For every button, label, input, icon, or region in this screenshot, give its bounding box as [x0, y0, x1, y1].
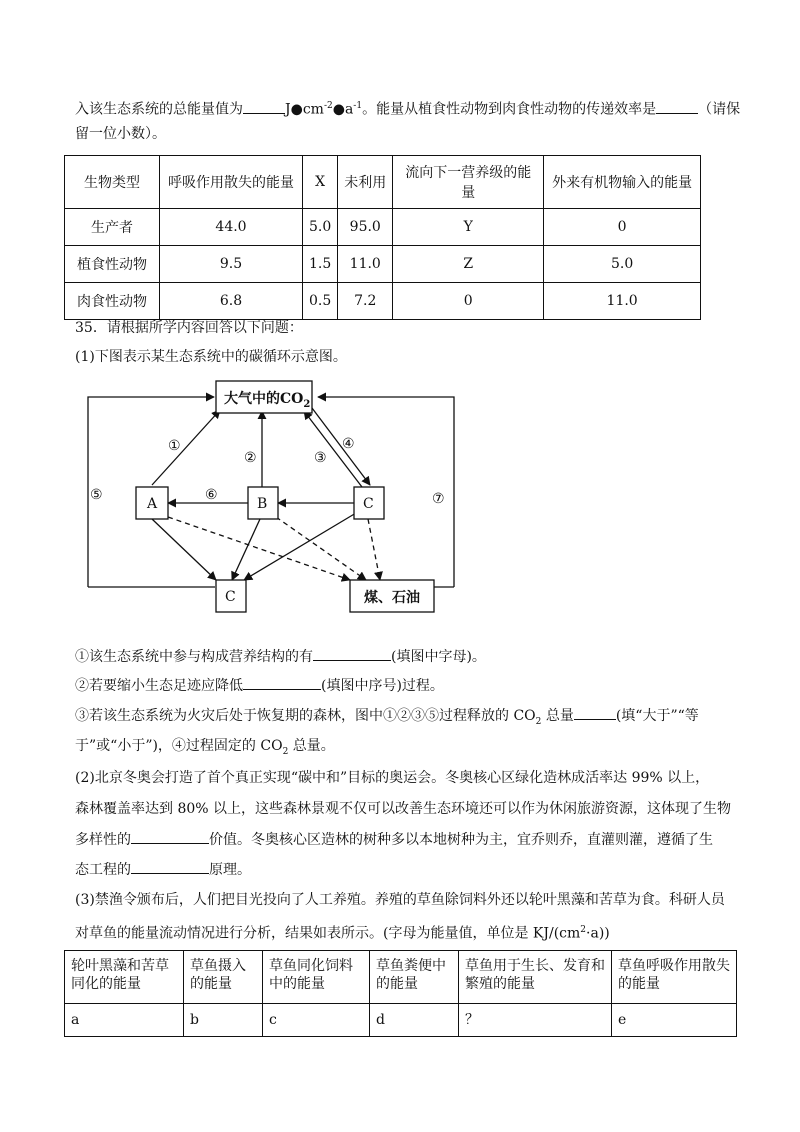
- question-item: ③若该生态系统为火灾后处于恢复期的森林，图中①②③⑤过程释放的 $CO_2$ 总量 (填“大于”“等: [75, 705, 699, 732]
- table-header-cell: 草鱼同化饲料中的能量: [263, 951, 370, 1004]
- text-fragment: 入该生态系统的总能量值为: [75, 101, 243, 118]
- text-fragment: 。能量从植食性动物到肉食性动物的传递效率是: [362, 101, 657, 118]
- carbon-cycle-diagram: [80, 375, 470, 620]
- table-cell: 11.0: [544, 283, 701, 320]
- question-item: ①该生态系统中参与构成营养结构的有 (填图中字母)。: [75, 646, 486, 667]
- table-cell: c: [263, 1004, 370, 1037]
- arrow-7: [318, 397, 454, 498]
- question-title: 35．请根据所学内容回答以下问题：: [75, 320, 303, 336]
- atmosphere-label: 大气中的$CO_2$: [224, 391, 311, 410]
- answer-blank[interactable]: [656, 99, 698, 114]
- num-7: ⑦: [432, 491, 445, 507]
- question-text-line: [75, 96, 740, 120]
- unit-text: J●cm: [285, 101, 324, 118]
- table-header-cell: X: [303, 156, 338, 209]
- table-header-cell: 草鱼摄入的能量: [184, 951, 263, 1004]
- sub-question: (1)下图表示某生态系统中的碳循环示意图。: [75, 349, 347, 365]
- dashed-c-to-fossil: [368, 519, 380, 580]
- table-cell: e: [612, 1004, 737, 1037]
- table-header-row: [65, 156, 701, 209]
- num-1: ①: [168, 438, 181, 454]
- table-cell: 植食性动物: [65, 246, 160, 283]
- table-header-cell: 未利用: [338, 156, 393, 209]
- label-c-right: C: [363, 496, 374, 512]
- question-text-line: 留一位小数）。: [75, 126, 166, 142]
- table-row: [65, 209, 701, 246]
- table-cell: 5.0: [303, 209, 338, 246]
- sub-question: (2)北京冬奥会打造了首个真正实现“碳中和”目标的奥运会。冬奥核心区绿化造林成活率达 99% 以上，: [75, 770, 710, 786]
- table-cell: Y: [393, 209, 544, 246]
- table-header-cell: 轮叶黑藻和苦草同化的能量: [65, 951, 184, 1004]
- sub-question: (3)禁渔令颁布后，人们把目光投向了人工养殖。养殖的草鱼除饲料外还以轮叶黑藻和苦草为食。科研人员: [75, 892, 725, 908]
- table-cell: d: [370, 1004, 459, 1037]
- table-header-cell: 外来有机物输入的能量: [544, 156, 701, 209]
- sub-question: 多样性的 价值。冬奥核心区造林的树种多以本地树种为主，宜乔则乔，直灌则灌，遵循了生: [75, 829, 713, 850]
- grass-carp-energy-table: [64, 950, 737, 1037]
- num-5: ⑤: [90, 487, 103, 503]
- table-cell: 1.5: [303, 246, 338, 283]
- arrow-1: [152, 410, 220, 485]
- num-2: ②: [244, 450, 257, 466]
- num-4: ④: [342, 436, 355, 452]
- table-cell: 0: [393, 283, 544, 320]
- table-row: [65, 1004, 737, 1037]
- table-header-cell: 呼吸作用散失的能量: [160, 156, 303, 209]
- table-header-cell: 生物类型: [65, 156, 160, 209]
- table-header-cell: 草鱼粪便中的能量: [370, 951, 459, 1004]
- arrow-b-to-cb: [232, 519, 260, 580]
- arrow-c-to-cb: [244, 513, 356, 580]
- table-cell: 9.5: [160, 246, 303, 283]
- table-cell: 5.0: [544, 246, 701, 283]
- table-cell: 0: [544, 209, 701, 246]
- table-cell: 肉食性动物: [65, 283, 160, 320]
- table-cell: 7.2: [338, 283, 393, 320]
- unit-exponent: -1: [353, 101, 363, 111]
- answer-blank[interactable]: [313, 646, 391, 661]
- answer-blank[interactable]: [131, 859, 209, 874]
- table-header-cell: 草鱼呼吸作用散失的能量: [612, 951, 737, 1004]
- arrow-5: [88, 397, 214, 498]
- table-cell: 生产者: [65, 209, 160, 246]
- answer-blank[interactable]: [574, 705, 616, 720]
- question-item: 于”或“小于”)，④过程固定的 $CO_2$ 总量。: [75, 738, 335, 757]
- label-c-bottom: C: [225, 589, 236, 605]
- answer-blank[interactable]: [243, 675, 321, 690]
- table-cell: Z: [393, 246, 544, 283]
- table-cell: 44.0: [160, 209, 303, 246]
- arrow-4: [312, 408, 370, 485]
- answer-blank[interactable]: [131, 829, 209, 844]
- table-cell: ？: [459, 1004, 612, 1037]
- label-b: B: [257, 496, 268, 512]
- table-row: [65, 283, 701, 320]
- label-a: A: [147, 496, 158, 512]
- sub-question: 态工程的 原理。: [75, 859, 251, 880]
- num-6: ⑥: [205, 487, 218, 503]
- table-cell: 95.0: [338, 209, 393, 246]
- table-cell: 6.8: [160, 283, 303, 320]
- table-row: [65, 246, 701, 283]
- sub-question: 森林覆盖率达到 80% 以上，这些森林景观不仅可以改善生态环境还可以作为休闲旅游资源，这体现了生物: [75, 801, 732, 817]
- arrow-a-to-cb: [152, 519, 216, 580]
- table-cell: 11.0: [338, 246, 393, 283]
- num-3: ③: [314, 450, 327, 466]
- table-header-row: [65, 951, 737, 1004]
- question-item: ②若要缩小生态足迹应降低 (填图中序号)过程。: [75, 675, 444, 696]
- unit-text: ●a: [332, 101, 354, 118]
- table-header-cell: 草鱼用于生长、发育和繁殖的能量: [459, 951, 612, 1004]
- sub-question: 对草鱼的能量流动情况进行分析，结果如表所示。(字母为能量值，单位是 $KJ/(cm^2\cdot a)$): [75, 925, 610, 942]
- unit-exponent: -2: [323, 101, 333, 111]
- table-header-cell: 流向下一营养级的能量: [393, 156, 544, 209]
- fossil-label: 煤、石油: [364, 590, 420, 606]
- table-cell: a: [65, 1004, 184, 1037]
- energy-table: [64, 155, 701, 320]
- text-fragment: （请保: [698, 101, 741, 118]
- table-cell: 0.5: [303, 283, 338, 320]
- table-cell: b: [184, 1004, 263, 1037]
- answer-blank[interactable]: [243, 99, 285, 114]
